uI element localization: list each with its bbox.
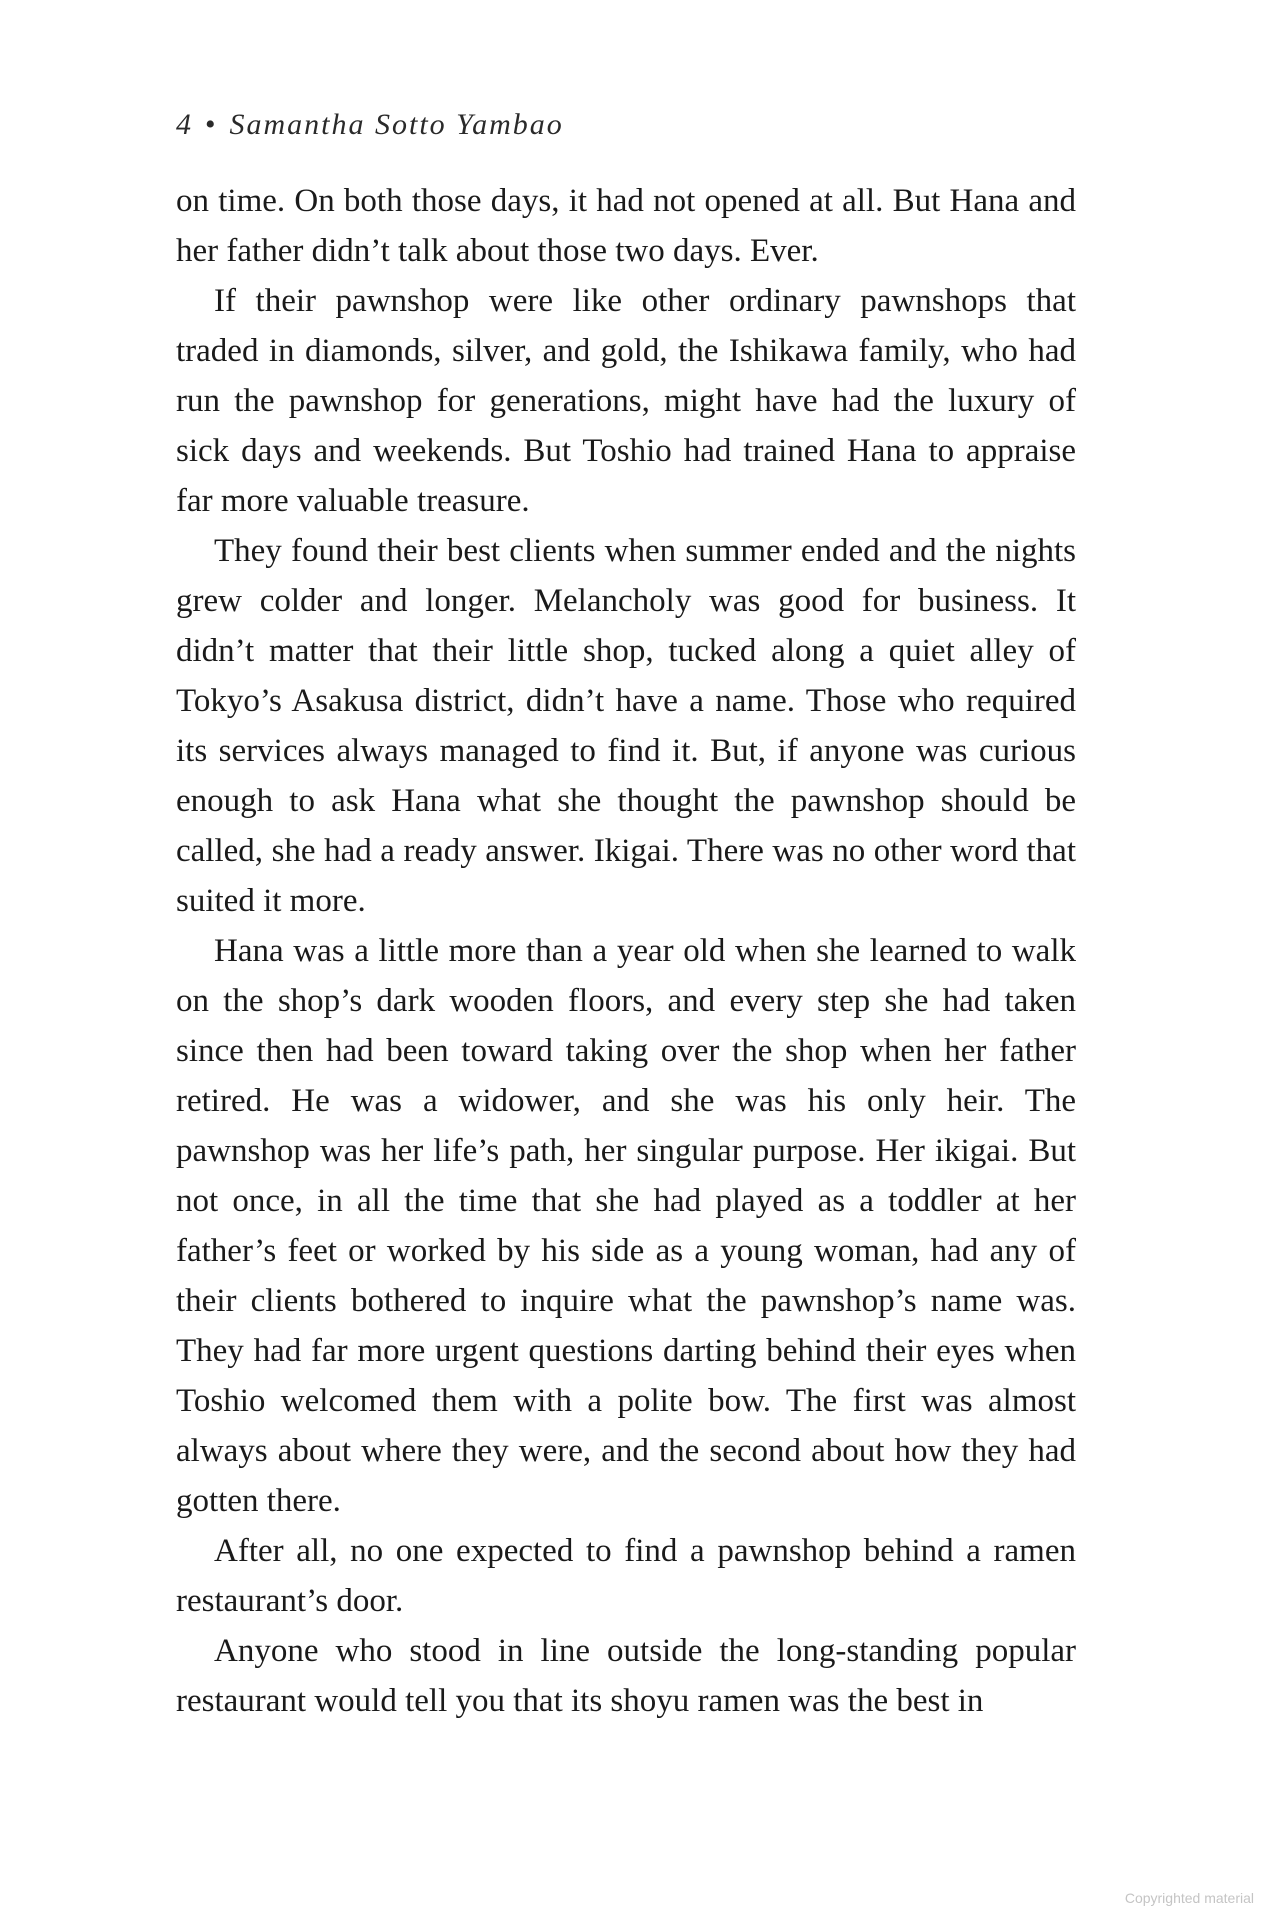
copyright-watermark: Copyrighted material [1124, 1890, 1254, 1906]
paragraph-ramen-door: After all, no one expected to find a pawnshop behind a ramen restaurant’s door. [176, 1533, 1076, 1619]
running-head [176, 108, 564, 142]
paragraph-best-clients: They found their best clients when summer ended and the nights grew colder and longer. Melancholy was good for business. It didn’t matter that their little shop, tucked along a quiet alley of Tokyo’s Asakusa district, didn’t have a name. Those who required its services always managed to find it. But, if anyone was curious enough to ask Hana what she thought the pawnshop should be called, she had a ready answer. Ikigai. There was no other word that suited it more. [176, 533, 1076, 919]
author-name: Samantha Sotto Yambao [229, 108, 564, 141]
paragraph-hana-childhood: Hana was a little more than a year old when she learned to walk on the shop’s dark wooden floors, and every step she had taken since then had been toward taking over the shop when her father retired. He was a widower, and she was his only heir. The pawnshop was her life’s path, her singular purpose. Her ikigai. But not once, in all the time that she had played as a toddler at her father’s feet or worked by his side as a young woman, had any of their clients bothered to inquire what the pawnshop’s name was. They had far more urgent questions darting behind their eyes when Toshio welcomed them with a polite bow. The first was almost always about where they were, and the second about how they had gotten there. [176, 933, 1076, 1519]
header-separator: • [205, 108, 218, 141]
paragraph-continuation: on time. On both those days, it had not opened at all. But Hana and her father didn’t talk about those two days. Ever. [176, 183, 1076, 269]
paragraph-pawnshop-treasure: If their pawnshop were like other ordinary pawnshops that traded in diamonds, silver, and gold, the Ishikawa family, who had run the pawnshop for generations, might have had the luxury of sick days and weekends. But Toshio had trained Hana to appraise far more valuable treasure. [176, 283, 1076, 519]
body-text [176, 176, 1076, 1726]
page-number: 4 [176, 108, 193, 141]
paragraph-shoyu-ramen: Anyone who stood in line outside the long-standing popular restaurant would tell you that its shoyu ramen was the best in [176, 1633, 1076, 1719]
